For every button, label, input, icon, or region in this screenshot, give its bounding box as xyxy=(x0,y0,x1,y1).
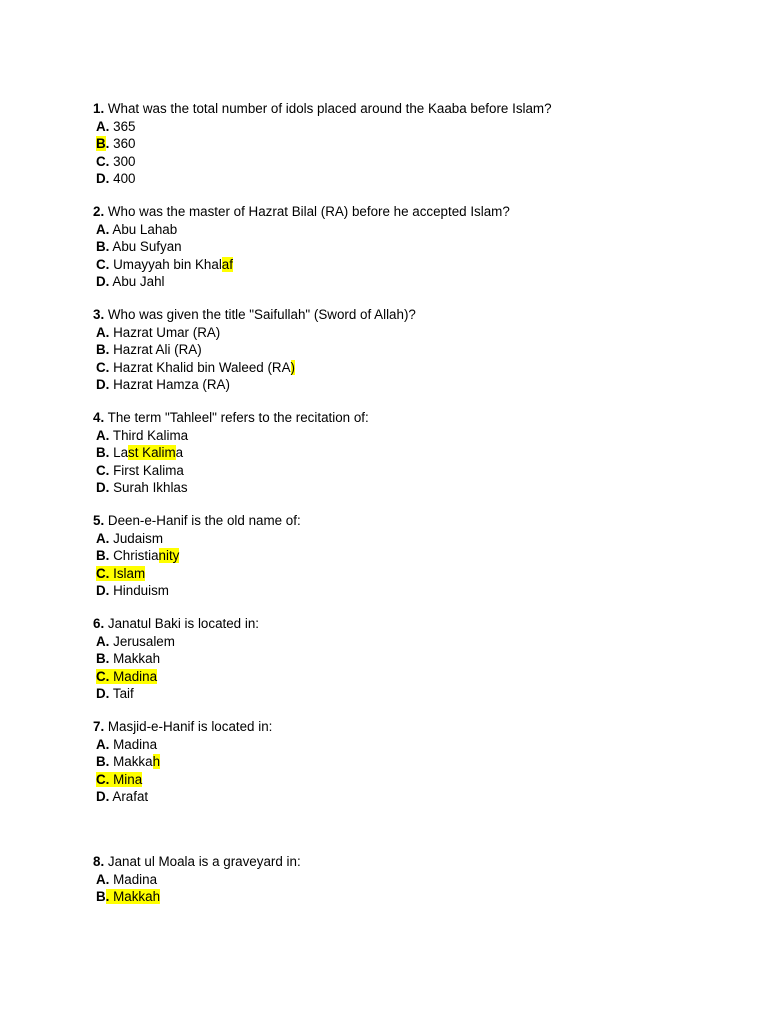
answer-option xyxy=(93,668,713,686)
answer-option xyxy=(93,462,713,480)
option-letter: D. xyxy=(96,583,110,599)
answer-option xyxy=(93,444,713,462)
option-text: 365 xyxy=(109,118,136,134)
option-text: Madina xyxy=(109,736,158,752)
option-text: 300 xyxy=(109,153,136,169)
option-text: Arafat xyxy=(109,789,149,805)
question-number: 1. xyxy=(93,101,105,116)
question-stem xyxy=(93,203,713,221)
question-text: Janatul Baki is located in: xyxy=(104,616,259,631)
question-4 xyxy=(93,409,713,497)
option-letter: B. xyxy=(96,445,110,461)
question-text: Who was the master of Hazrat Bilal (RA) before he accepted Islam? xyxy=(104,204,510,219)
question-text: Deen-e-Hanif is the old name of: xyxy=(104,513,301,528)
option-letter: B xyxy=(96,136,106,152)
answer-option xyxy=(93,565,713,583)
option-letter: A. xyxy=(96,530,110,546)
question-text: Who was given the title "Saifullah" (Sword of Allah)? xyxy=(104,307,416,322)
answer-option xyxy=(93,427,713,445)
question-number: 7. xyxy=(93,719,105,734)
question-number: 8. xyxy=(93,854,105,869)
answer-option xyxy=(93,324,713,342)
answer-option xyxy=(93,771,713,789)
option-text: Hinduism xyxy=(109,583,169,599)
option-text: Surah Ikhlas xyxy=(109,480,188,496)
answer-option xyxy=(93,256,713,274)
question-3 xyxy=(93,306,713,394)
question-7 xyxy=(93,718,713,806)
option-text: Madina xyxy=(109,871,158,887)
question-stem xyxy=(93,718,713,736)
option-letter: . xyxy=(105,889,110,905)
question-number: 4. xyxy=(93,410,105,425)
answer-option xyxy=(93,135,713,153)
option-text: h xyxy=(152,754,161,770)
option-letter: C. xyxy=(96,771,110,787)
answer-option xyxy=(93,118,713,136)
option-text: st Kalim xyxy=(128,445,176,461)
option-text: Makkah xyxy=(109,889,161,905)
question-5 xyxy=(93,512,713,600)
option-letter: A. xyxy=(96,633,110,649)
option-letter: C. xyxy=(96,565,110,581)
answer-option xyxy=(93,788,713,806)
option-letter: A. xyxy=(96,871,110,887)
option-letter: C. xyxy=(96,668,110,684)
answer-option xyxy=(93,153,713,171)
answer-option xyxy=(93,582,713,600)
option-text: Umayyah bin Khal xyxy=(109,256,222,272)
answer-option xyxy=(93,376,713,394)
question-2 xyxy=(93,203,713,291)
option-letter: A. xyxy=(96,118,110,134)
answer-option xyxy=(93,888,713,906)
option-letter: B. xyxy=(96,754,110,770)
question-stem xyxy=(93,409,713,427)
option-letter: D. xyxy=(96,377,110,393)
option-letter: D. xyxy=(96,686,110,702)
option-text: Hazrat Umar (RA) xyxy=(109,324,221,340)
option-letter: C. xyxy=(96,462,110,478)
option-text: Judaism xyxy=(109,530,163,546)
option-text: a xyxy=(175,445,184,461)
question-1 xyxy=(93,100,713,188)
option-text: Mina xyxy=(109,771,143,787)
option-letter: B. xyxy=(96,239,110,255)
question-text: Janat ul Moala is a graveyard in: xyxy=(104,854,301,869)
option-text: Abu Lahab xyxy=(109,221,178,237)
answer-option xyxy=(93,170,713,188)
option-letter: A. xyxy=(96,427,110,443)
question-text: Masjid-e-Hanif is located in: xyxy=(104,719,273,734)
option-letter: D. xyxy=(96,480,110,496)
question-number: 3. xyxy=(93,307,105,322)
question-stem xyxy=(93,615,713,633)
option-text: Hazrat Khalid bin Waleed (RA xyxy=(109,359,291,375)
question-stem xyxy=(93,306,713,324)
option-text: Hazrat Hamza (RA) xyxy=(109,377,230,393)
question-stem xyxy=(93,512,713,530)
option-letter: A. xyxy=(96,221,110,237)
question-text: The term "Tahleel" refers to the recitation of: xyxy=(104,410,369,425)
option-letter: D. xyxy=(96,171,110,187)
option-text: Makkah xyxy=(109,651,161,667)
option-letter: A. xyxy=(96,736,110,752)
option-text: Madina xyxy=(109,668,158,684)
answer-option xyxy=(93,736,713,754)
option-text: Makka xyxy=(109,754,153,770)
question-text: What was the total number of idols placed around the Kaaba before Islam? xyxy=(104,101,552,116)
option-letter: B. xyxy=(96,342,110,358)
question-8 xyxy=(93,853,713,906)
question-6 xyxy=(93,615,713,703)
question-stem xyxy=(93,853,713,871)
option-text: ) xyxy=(290,359,295,375)
answer-option xyxy=(93,359,713,377)
option-letter: C. xyxy=(96,256,110,272)
answer-option xyxy=(93,479,713,497)
option-letter: B. xyxy=(96,651,110,667)
option-text: 400 xyxy=(109,171,136,187)
answer-option xyxy=(93,871,713,889)
answer-option xyxy=(93,341,713,359)
option-letter: B. xyxy=(96,548,110,564)
option-letter: C. xyxy=(96,153,110,169)
answer-option xyxy=(93,273,713,291)
option-text: La xyxy=(109,445,129,461)
option-text: Jerusalem xyxy=(109,633,175,649)
answer-option xyxy=(93,633,713,651)
option-letter: C. xyxy=(96,359,110,375)
option-text: Christia xyxy=(109,548,159,564)
option-text: af xyxy=(221,256,233,272)
answer-option xyxy=(93,238,713,256)
option-letter: . xyxy=(105,136,110,152)
question-stem xyxy=(93,100,713,118)
option-text: Abu Jahl xyxy=(109,274,165,290)
answer-option xyxy=(93,221,713,239)
answer-option xyxy=(93,530,713,548)
option-text: Third Kalima xyxy=(109,427,189,443)
option-text: Hazrat Ali (RA) xyxy=(109,342,202,358)
option-text: Islam xyxy=(109,565,146,581)
option-text: nity xyxy=(158,548,180,564)
option-letter: A. xyxy=(96,324,110,340)
question-number: 5. xyxy=(93,513,105,528)
option-text: Abu Sufyan xyxy=(109,239,182,255)
answer-option xyxy=(93,753,713,771)
question-number: 2. xyxy=(93,204,105,219)
answer-option xyxy=(93,650,713,668)
option-letter: B xyxy=(96,889,106,905)
option-text: First Kalima xyxy=(109,462,184,478)
option-letter: D. xyxy=(96,789,110,805)
answer-option xyxy=(93,547,713,565)
question-number: 6. xyxy=(93,616,105,631)
option-text: Taif xyxy=(109,686,134,702)
option-text: 360 xyxy=(109,136,136,152)
option-letter: D. xyxy=(96,274,110,290)
answer-option xyxy=(93,685,713,703)
